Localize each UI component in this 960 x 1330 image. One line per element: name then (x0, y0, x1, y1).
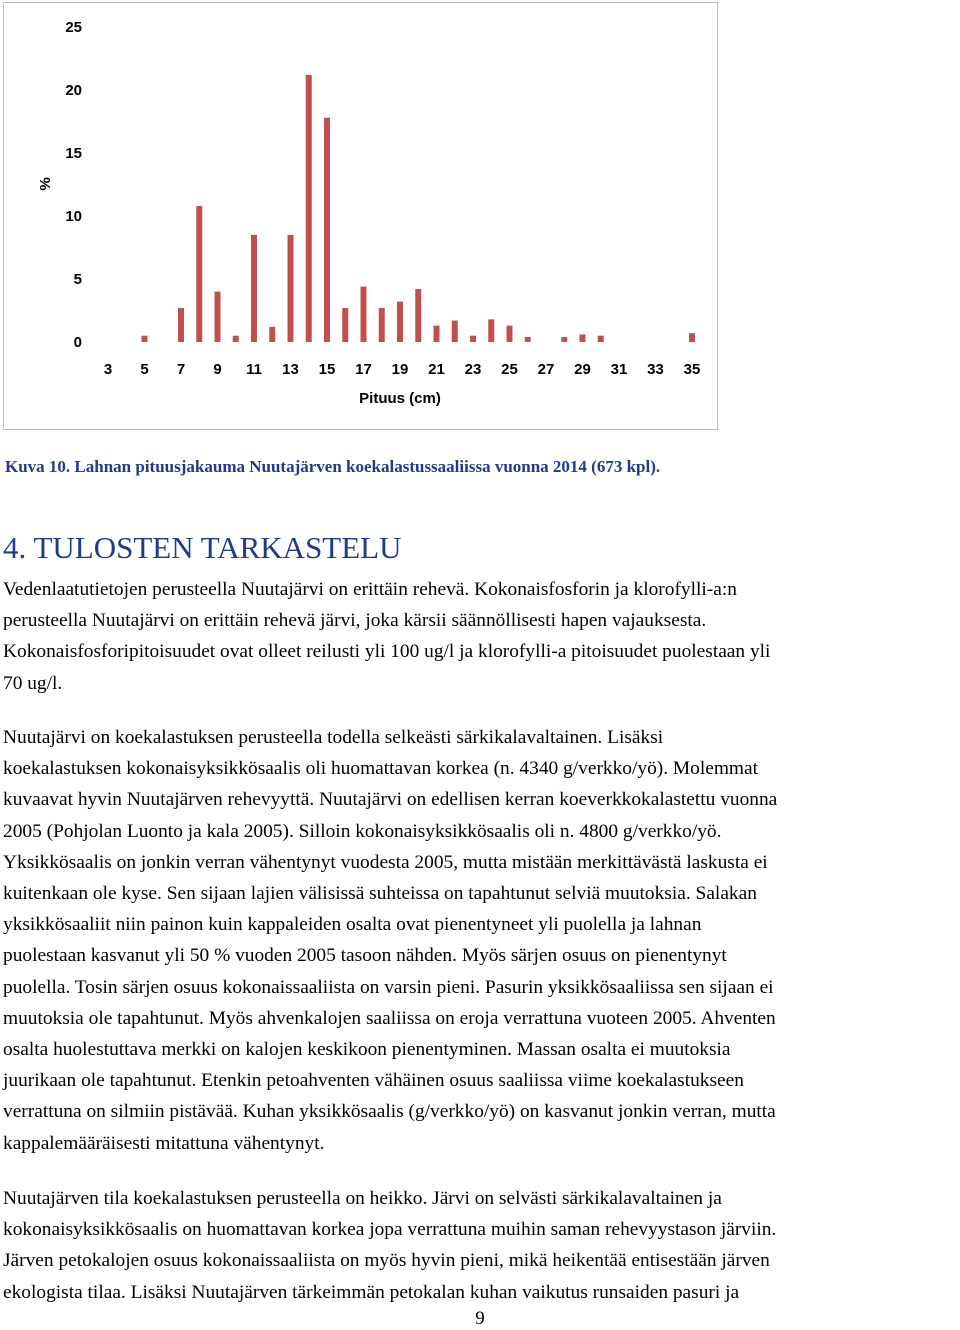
x-tick-label: 31 (610, 361, 628, 378)
x-tick-label: 35 (683, 361, 701, 378)
chart-bar (379, 308, 385, 342)
text-line: kappalemääräisesti mitattuna vähentynyt. (3, 1132, 325, 1154)
chart-bar (434, 326, 440, 342)
paragraph-1 (3, 574, 955, 699)
chart-bar (415, 289, 421, 342)
y-tick-label: 25 (65, 19, 82, 36)
x-tick-label: 29 (574, 361, 591, 378)
text-line: Nuutajärvi on koekalastuksen perusteella todella selkeästi särkikalavaltainen. Lisäksi (3, 727, 664, 748)
chart-bar (470, 336, 476, 342)
text-line: Nuutajärven tila koekalastuksen perusteella on heikko. Järvi on selvästi särkikalavaltainen ja (3, 1188, 722, 1209)
section-heading: 4. TULOSTEN TARKASTELU (3, 530, 402, 565)
x-tick-label: 25 (501, 361, 518, 378)
chart-bar (342, 308, 348, 342)
y-tick-label: 10 (65, 208, 82, 225)
text-line: perusteella Nuutajärvi on erittäin rehevä järvi, joka kärsii säännöllisesti hapen vajauksesta. (3, 610, 707, 632)
chart-bar (561, 337, 567, 342)
figure-caption: Kuva 10. Lahnan pituusjakauma Nuutajärven koekalastussaaliissa vuonna 2014 (673 kpl). (5, 457, 661, 476)
text-line: Yksikkösaalis on jonkin verran vähentynyt vuodesta 2005, mutta mistään merkittävästä laskusta ei (3, 851, 768, 873)
text-line: puolella. Tosin särjen osuus kokonaissaaliista on varsin pieni. Pasurin yksikkösaaliissa sen sijaan ei (3, 976, 774, 998)
y-axis-title: % (37, 177, 54, 191)
x-tick-label: 15 (318, 361, 336, 378)
text-line: verrattuna on silmiin pistävää. Kuhan yksikkösaalis (g/verkko/yö) on kasvanut jonkin verran, mutta (3, 1101, 776, 1123)
x-tick-label: 27 (537, 361, 555, 378)
text-line: koekalastuksen kokonaisyksikkösaalis oli huomattavan korkea (n. 4340 g/verkko/yö). Molemmat (3, 758, 759, 780)
chart-bar (397, 302, 403, 342)
chart-bar (215, 292, 221, 342)
text-line: juurikaan ole tapahtunut. Etenkin petoahventen vähäinen osuus saaliissa viime koekalastukseen (3, 1070, 744, 1092)
text-line: 70 ug/l. (3, 672, 63, 694)
x-tick-label: 33 (647, 361, 664, 378)
chart-bar (288, 235, 294, 342)
text-line: yksikkösaaliit niin painon kuin kappaleiden osalta ovat pienentyneet yli puolella ja lahnan (3, 914, 702, 936)
y-tick-label: 15 (65, 145, 82, 162)
y-tick-label: 20 (65, 82, 82, 99)
text-line: Kokonaisfosforipitoisuudet ovat olleet reilusti yli 100 ug/l ja klorofylli-a pitoisuudet puolestaan yli (3, 641, 771, 663)
chart-bar (689, 333, 695, 342)
chart-svg (4, 3, 719, 431)
chart-bar (196, 206, 202, 342)
x-axis-title: Pituus (cm) (359, 390, 441, 407)
text-line: ekologista tilaa. Lisäksi Nuutajärven tärkeimmän petokalan kuhan vaikutus runsaiden pasuri ja (3, 1281, 740, 1303)
x-tick-label: 11 (246, 361, 262, 378)
text-line: puolestaan kasvanut yli 50 % vuoden 2005 tasoon nähden. Myös särjen osuus on pienentynyt (3, 945, 727, 967)
chart-bar (324, 118, 330, 342)
chart-bar (233, 336, 239, 342)
chart-bar (306, 75, 312, 342)
text-line: Vedenlaatutietojen perusteella Nuutajärvi on erittäin rehevä. Kokonaisfosforin ja klorofylli-a:n (3, 579, 737, 600)
x-tick-label: 9 (213, 361, 222, 378)
text-line: osalta huolestuttava merkki on kalojen keskikoon pienentyminen. Massan osalta ei muutoksia (3, 1039, 731, 1061)
x-tick-label: 7 (176, 361, 186, 378)
paragraph-3 (3, 1183, 955, 1308)
text-line: Järven petokalojen osuus kokonaissaaliista on myös hyvin pieni, mikä heikentää entisestään järven (3, 1250, 770, 1272)
x-tick-label: 13 (282, 361, 299, 378)
text-line: kuitenkaan ole kyse. Sen sijaan lajien välisissä suhteissa on tapahtunut selviä muutoksia. Salakan (3, 883, 757, 905)
text-line: muutoksia ole tapahtunut. Myös ahvenkalojen saaliissa on eroja verrattuna vuoteen 2005. Ahventen (3, 1007, 776, 1029)
chart-bar (580, 334, 586, 342)
length-distribution-chart (3, 2, 718, 430)
chart-bar (525, 337, 531, 342)
x-tick-label: 3 (103, 361, 113, 378)
text-line: kokonaisyksikkösaalis on huomattavan korkea jopa verrattuna muihin saman rehevyystason järviin. (3, 1219, 777, 1241)
chart-bar (507, 326, 513, 342)
x-tick-label: 19 (391, 361, 409, 378)
y-tick-label: 0 (73, 334, 82, 351)
chart-bar (178, 308, 184, 342)
page-number: 9 (475, 1308, 485, 1329)
x-tick-label: 5 (140, 361, 149, 378)
x-tick-label: 17 (355, 361, 372, 378)
x-tick-label: 21 (428, 361, 445, 378)
paragraph-2 (3, 722, 955, 1159)
chart-bar (361, 287, 367, 342)
text-line: 2005 (Pohjolan Luonto ja kala 2005). Silloin kokonaisyksikkösaalis oli n. 4800 g/verkko/yö. (3, 820, 722, 842)
chart-bar (452, 321, 458, 342)
chart-bar (251, 235, 257, 342)
text-line: kuvaavat hyvin Nuutajärven rehevyyttä. Nuutajärvi on edellisen kerran koeverkkokalastettu vuonna (3, 789, 778, 811)
x-tick-label: 23 (464, 361, 482, 378)
chart-bar (488, 319, 494, 342)
y-tick-label: 5 (73, 271, 82, 288)
chart-bar (598, 336, 604, 342)
chart-bar (142, 336, 148, 342)
chart-bar (269, 327, 275, 342)
